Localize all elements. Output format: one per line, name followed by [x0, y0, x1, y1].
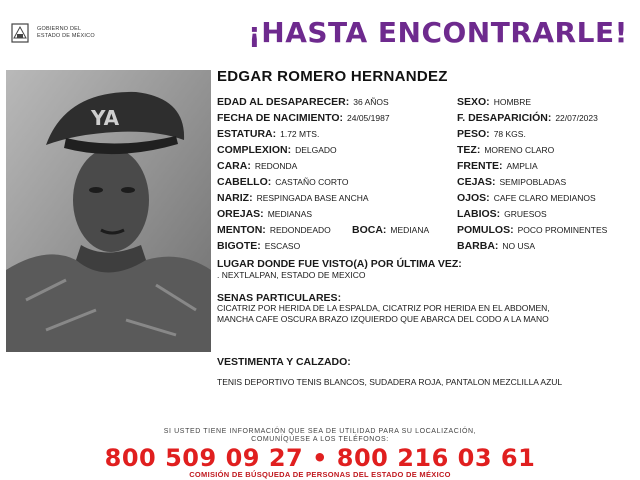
field-value: 78 KGS. [493, 129, 526, 139]
field-menton [217, 224, 331, 236]
field-label: EDAD AL DESAPARECER: [217, 96, 350, 108]
svg-text:YA: YA [91, 106, 120, 130]
logo-line-1: GOBIERNO DEL [37, 26, 82, 32]
field-label: LABIOS: [457, 208, 501, 220]
field-value: MORENO CLARO [484, 145, 555, 155]
clothing-heading: VESTIMENTA Y CALZADO: [217, 356, 351, 368]
field-sexo [457, 96, 531, 108]
footer-note-1: SI USTED TIENE INFORMACIÓN QUE SEA DE UTILIDAD PARA SU LOCALIZACIÓN, [163, 428, 477, 435]
field-value: NO USA [502, 241, 536, 251]
field-label: BARBA: [457, 240, 499, 252]
field-label: COMPLEXION: [217, 144, 292, 156]
field-value: 22/07/2023 [555, 113, 598, 123]
distinctive-marks-line-1: CICATRIZ POR HERIDA DE LA ESPALDA, CICATRIZ POR HERIDA EN EL ABDOMEN, [217, 303, 550, 313]
field-label: MENTON: [217, 224, 266, 236]
field-complexion [217, 144, 337, 156]
field-value: 1.72 MTS. [280, 129, 320, 139]
field-value: CAFE CLARO MEDIANOS [493, 193, 596, 203]
field-label: TEZ: [457, 144, 481, 156]
field-label: CARA: [217, 160, 251, 172]
distinctive-marks-line-2: MANCHA CAFE OSCURA BRAZO IZQUIERDO QUE ABARCA DEL CODO A LA MANO [217, 314, 549, 324]
field-label: POMULOS: [457, 224, 514, 236]
clothing-description: TENIS DEPORTIVO TENIS BLANCOS, SUDADERA ROJA, PANTALON MEZCLILLA AZUL [217, 377, 563, 387]
field-nariz [217, 192, 369, 204]
footer-note-2: COMUNÍQUESE A LOS TELÉFONOS: [251, 436, 389, 443]
field-label: NARIZ: [217, 192, 253, 204]
field-bigote [217, 240, 300, 252]
field-edad [217, 96, 389, 108]
field-label: BIGOTE: [217, 240, 261, 252]
field-value: 36 AÑOS [353, 97, 389, 107]
phone-numbers[interactable]: 800 509 09 27 • 800 216 03 61 [104, 444, 536, 472]
field-label: ESTATURA: [217, 128, 277, 140]
field-fecha-nacimiento [217, 112, 390, 124]
field-value: 24/05/1987 [347, 113, 390, 123]
field-label: OREJAS: [217, 208, 264, 220]
field-label: SEXO: [457, 96, 490, 108]
field-value: HOMBRE [493, 97, 531, 107]
field-cejas [457, 176, 566, 188]
field-frente [457, 160, 538, 172]
field-value: ESCASO [264, 241, 301, 251]
field-tez [457, 144, 554, 156]
field-cabello [217, 176, 348, 188]
field-value: POCO PROMINENTES [517, 225, 608, 235]
field-value: MEDIANA [390, 225, 430, 235]
field-label: CEJAS: [457, 176, 496, 188]
field-value: CASTAÑO CORTO [275, 177, 349, 187]
headline: ¡HASTA ENCONTRARLE! [248, 16, 628, 49]
field-value: AMPLIA [506, 161, 538, 171]
field-estatura [217, 128, 319, 140]
field-boca [352, 224, 429, 236]
field-pomulos [457, 224, 607, 236]
distinctive-marks-heading: SENAS PARTICULARES: [217, 292, 342, 304]
field-ojos [457, 192, 596, 204]
field-barba [457, 240, 535, 252]
commission-name: COMISIÓN DE BÚSQUEDA DE PERSONAS DEL ESTADO DE MÉXICO [189, 470, 451, 479]
field-peso [457, 128, 526, 140]
field-value: REDONDA [254, 161, 298, 171]
field-value: MEDIANAS [267, 209, 313, 219]
field-cara [217, 160, 297, 172]
field-fecha-desaparicion [457, 112, 598, 124]
field-value: DELGADO [295, 145, 337, 155]
field-orejas [217, 208, 312, 220]
last-seen-heading: LUGAR DONDE FUE VISTO(A) POR ÚLTIMA VEZ: [217, 258, 462, 270]
government-name [37, 26, 95, 40]
state-seal-icon [8, 21, 32, 45]
field-labios [457, 208, 547, 220]
field-label: FECHA DE NACIMIENTO: [217, 112, 343, 124]
field-label: PESO: [457, 128, 490, 140]
field-value: REDONDEADO [269, 225, 331, 235]
person-name: EDGAR ROMERO HERNANDEZ [217, 68, 448, 85]
logo-line-2: ESTADO DE MÉXICO [37, 33, 95, 39]
field-value: GRUESOS [504, 209, 547, 219]
field-label: CABELLO: [217, 176, 272, 188]
field-value: RESPINGADA BASE ANCHA [256, 193, 369, 203]
government-logo [8, 20, 118, 46]
last-seen-location: . NEXTLALPAN, ESTADO DE MEXICO [217, 270, 366, 280]
field-label: FRENTE: [457, 160, 503, 172]
field-label: F. DESAPARICIÓN: [457, 112, 552, 124]
field-value: SEMIPOBLADAS [499, 177, 567, 187]
field-label: BOCA: [352, 224, 387, 236]
missing-person-photo [6, 70, 211, 352]
field-label: OJOS: [457, 192, 490, 204]
person-photo-icon [6, 70, 211, 352]
